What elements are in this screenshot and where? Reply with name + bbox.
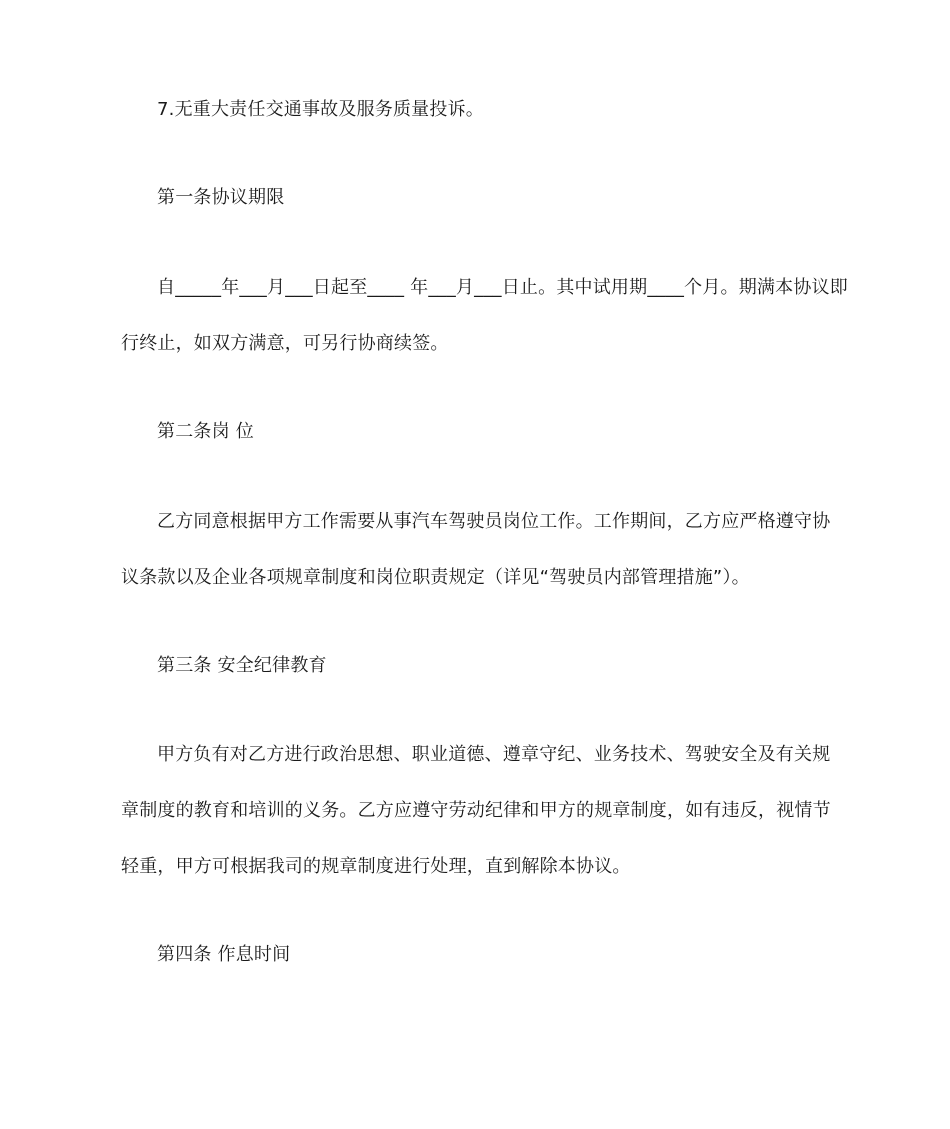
article-2-paragraph-line-2: 议条款以及企业各项规章制度和岗位职责规定（详见“驾驶员内部管理措施”）。 [121, 567, 750, 588]
article-2-heading: 第二条岗 位 [157, 421, 254, 442]
article-2-paragraph-line-1: 乙方同意根据甲方工作需要从事汽车驾驶员岗位工作。工作期间，乙方应严格遵守协 [157, 511, 831, 532]
article-1-paragraph-line-2: 行终止，如双方满意，可另行协商续签。 [121, 333, 449, 354]
article-3-paragraph-line-1: 甲方负有对乙方进行政治思想、职业道德、遵章守纪、业务技术、驾驶安全及有关规 [157, 744, 831, 765]
article-3-heading: 第三条 安全纪律教育 [157, 655, 327, 676]
item-7-text: 7.无重大责任交通事故及服务质量投诉。 [157, 99, 484, 120]
article-1-paragraph-line-1: 自_____年___月___日起至____ 年___月___日止。其中试用期____个月。期满本协议即 [157, 277, 848, 298]
article-1-heading: 第一条协议期限 [157, 187, 285, 208]
article-4-heading: 第四条 作息时间 [157, 944, 291, 965]
article-3-paragraph-line-3: 轻重，甲方可根据我司的规章制度进行处理，直到解除本协议。 [121, 856, 631, 877]
article-3-paragraph-line-2: 章制度的教育和培训的义务。乙方应遵守劳动纪律和甲方的规章制度，如有违反，视情节 [121, 800, 831, 821]
